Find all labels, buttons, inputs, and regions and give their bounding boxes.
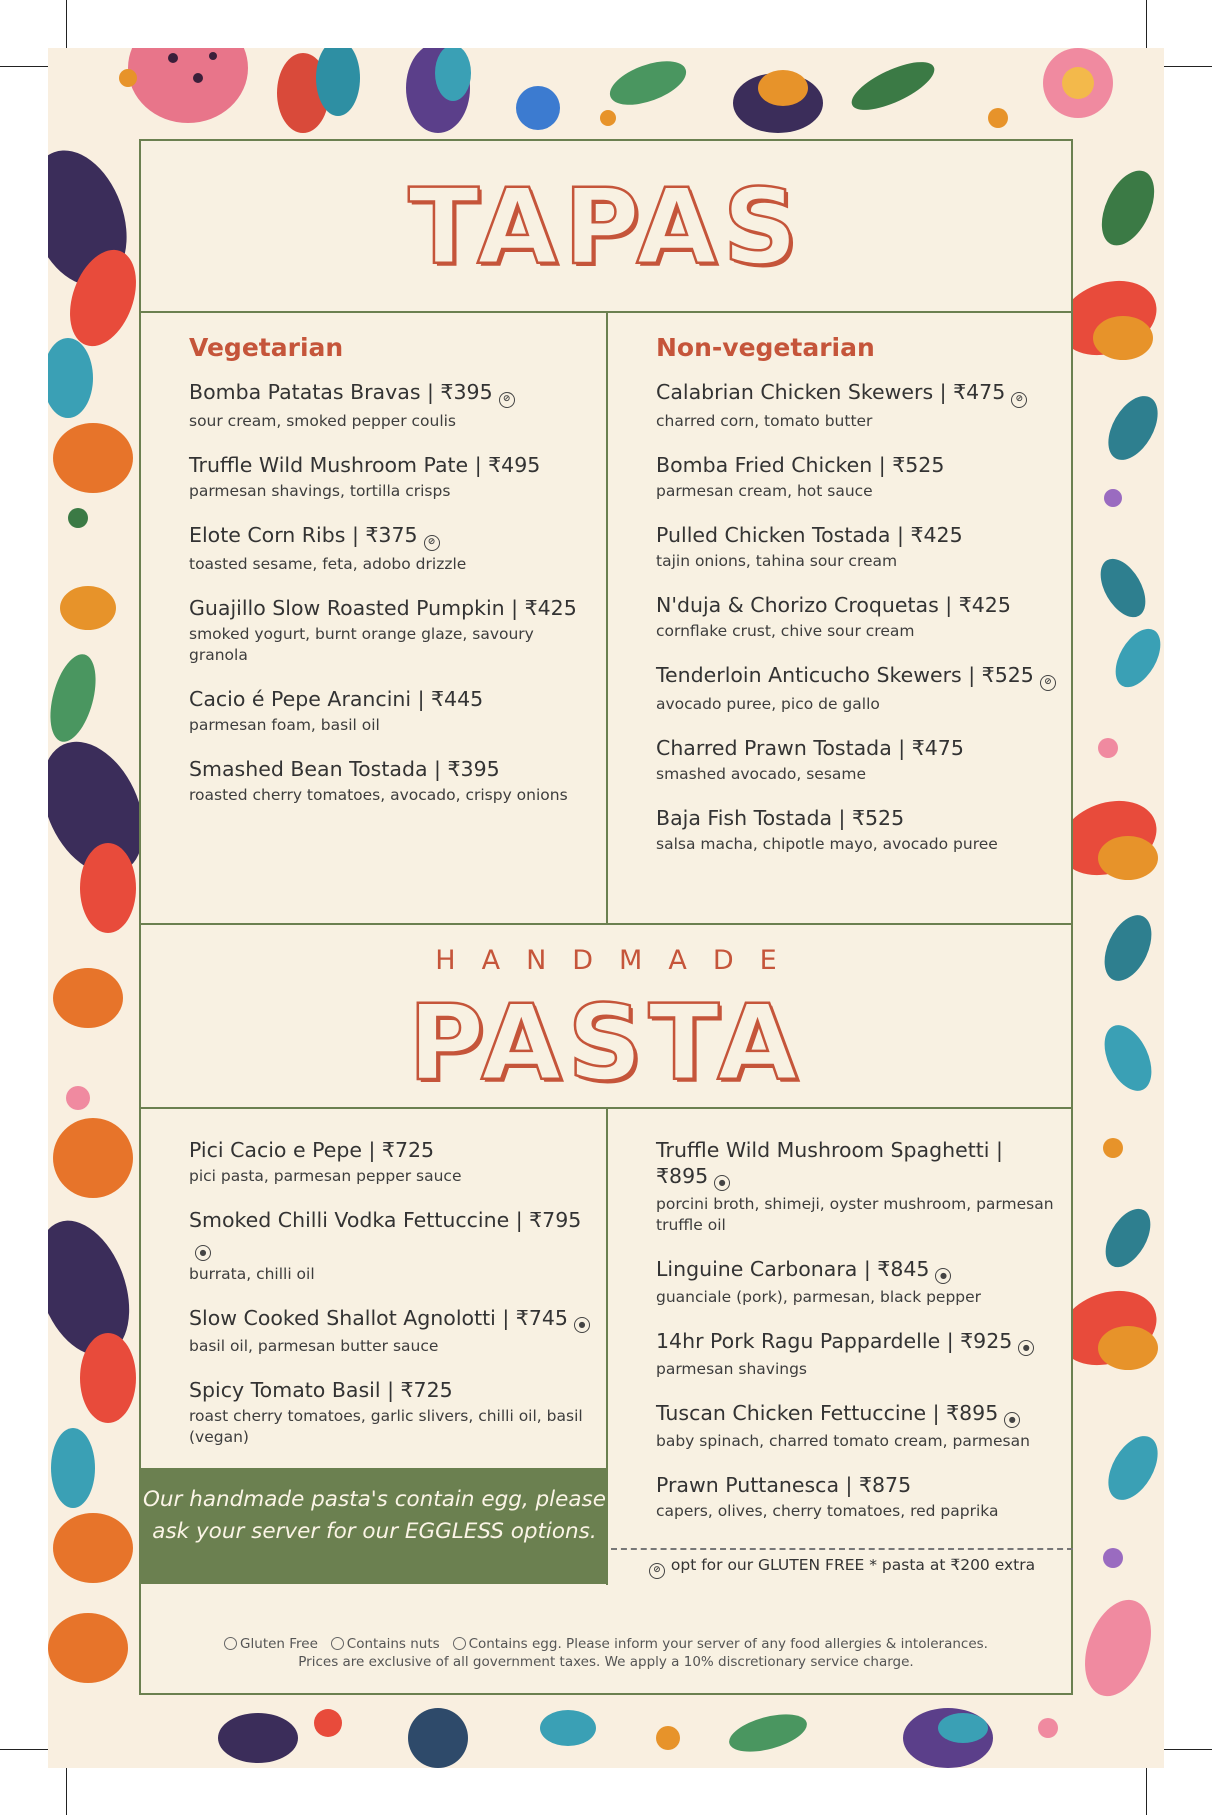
contains-egg-icon: ● [714, 1175, 730, 1191]
menu-item [656, 805, 1061, 855]
menu-item-name [189, 1207, 594, 1261]
menu-item-name [656, 592, 1061, 618]
menu-item [656, 1137, 1061, 1236]
divider [606, 311, 608, 923]
menu-item-name-text: Truffle Wild Mushroom Spaghetti | ₹895 [656, 1138, 1003, 1188]
menu-item-name [656, 522, 1061, 548]
tapas-title: TAPAS [408, 166, 804, 288]
menu-item [656, 1328, 1061, 1380]
vegetarian-section [189, 333, 594, 826]
menu-item-name-text: N'duja & Chorizo Croquetas | ₹425 [656, 593, 1011, 617]
menu-item-name-text: Smashed Bean Tostada | ₹395 [189, 757, 500, 781]
menu-item-name-text: Tenderloin Anticucho Skewers | ₹525 [656, 663, 1034, 687]
menu-item [656, 592, 1061, 642]
menu-item [189, 756, 594, 806]
menu-item-name-text: Baja Fish Tostada | ₹525 [656, 806, 905, 830]
menu-item-name [189, 379, 594, 408]
legend-egg: Contains egg. [468, 1636, 562, 1652]
menu-item-name [189, 756, 594, 782]
menu-item-description: parmesan foam, basil oil [189, 716, 380, 734]
menu-item-description: basil oil, parmesan butter sauce [189, 1337, 439, 1355]
gluten-free-icon: ⊘ [1040, 675, 1056, 691]
pasta-left-column [189, 1137, 594, 1468]
menu-item-name [656, 1256, 1061, 1284]
menu-item [656, 1256, 1061, 1308]
menu-item-name-text: Charred Prawn Tostada | ₹475 [656, 736, 964, 760]
menu-item-name-text: Linguine Carbonara | ₹845 [656, 1257, 930, 1281]
menu-item-name-text: Prawn Puttanesca | ₹875 [656, 1473, 912, 1497]
menu-item [656, 1472, 1061, 1522]
menu-item-description: smoked yogurt, burnt orange glaze, savoury granola [189, 625, 534, 664]
contains-egg-icon: ● [1018, 1340, 1034, 1356]
menu-item-name-text: Spicy Tomato Basil | ₹725 [189, 1378, 453, 1402]
nuts-icon [331, 1637, 344, 1650]
crop-mark [1164, 1749, 1212, 1750]
gluten-free-icon [224, 1637, 237, 1650]
menu-item-description: pici pasta, parmesan pepper sauce [189, 1167, 462, 1185]
menu-item-description: toasted sesame, feta, adobo drizzle [189, 555, 467, 573]
menu-item-description: guanciale (pork), parmesan, black pepper [656, 1288, 982, 1306]
pasta-title: PASTA [408, 982, 804, 1104]
crop-mark [1146, 1767, 1147, 1815]
menu-item-description: sour cream, smoked pepper coulis [189, 412, 457, 430]
menu-item-description: parmesan shavings, tortilla crisps [189, 482, 451, 500]
menu-item-name-text: Pulled Chicken Tostada | ₹425 [656, 523, 963, 547]
tax-note: Prices are exclusive of all government taxes. We apply a 10% discretionary service charge. [298, 1654, 914, 1670]
vegetarian-heading: Vegetarian [189, 333, 344, 362]
legend-gluten-free: Gluten Free [240, 1636, 318, 1652]
menu-item-description: burrata, chilli oil [189, 1265, 315, 1283]
gluten-free-note [611, 1548, 1073, 1584]
non-vegetarian-section [656, 333, 1061, 875]
menu-item-name [656, 379, 1061, 408]
menu-item-description: baby spinach, charred tomato cream, parmesan [656, 1432, 1030, 1450]
menu-item-name-text: Smoked Chilli Vodka Fettuccine | ₹795 [189, 1208, 582, 1232]
contains-egg-icon: ● [935, 1268, 951, 1284]
gluten-free-icon: ⊘ [424, 535, 440, 551]
menu-item [189, 1377, 594, 1448]
footer [141, 1635, 1071, 1671]
menu-item-name [189, 1137, 594, 1163]
menu-item-description: porcini broth, shimeji, oyster mushroom, parmesan truffle oil [656, 1195, 1054, 1234]
divider [141, 923, 1071, 925]
menu-item [189, 686, 594, 736]
crop-mark [1164, 66, 1212, 67]
menu-item-description: avocado puree, pico de gallo [656, 695, 880, 713]
menu-item-name [189, 686, 594, 712]
egg-icon [453, 1637, 466, 1650]
menu-item [189, 1305, 594, 1357]
menu-item-name [189, 1377, 594, 1403]
menu-item-name [656, 805, 1061, 831]
menu-item-description: roasted cherry tomatoes, avocado, crispy onions [189, 786, 568, 804]
menu-item [189, 452, 594, 502]
menu-item [656, 522, 1061, 572]
contains-egg-icon: ● [195, 1245, 211, 1261]
menu-item-name [189, 1305, 594, 1333]
menu-item-name [656, 1400, 1061, 1428]
menu-item-description: parmesan shavings [656, 1360, 808, 1378]
menu-item [189, 595, 594, 666]
menu-item-description: capers, olives, cherry tomatoes, red paprika [656, 1502, 999, 1520]
gluten-free-icon: ⊘ [649, 1563, 665, 1579]
non-vegetarian-heading: Non-vegetarian [656, 333, 875, 362]
menu-item-name-text: Guajillo Slow Roasted Pumpkin | ₹425 [189, 596, 577, 620]
menu-item-description: salsa macha, chipotle mayo, avocado puree [656, 835, 998, 853]
menu-item-description: cornflake crust, chive sour cream [656, 622, 915, 640]
menu-item [656, 1400, 1061, 1452]
menu-item-description: tajin onions, tahina sour cream [656, 552, 898, 570]
menu-card [139, 139, 1073, 1695]
menu-item [189, 1137, 594, 1187]
crop-mark [0, 1749, 48, 1750]
menu-item [656, 452, 1061, 502]
menu-item-name [656, 1137, 1061, 1191]
menu-item-name [656, 1472, 1061, 1498]
crop-mark [1146, 0, 1147, 48]
menu-item-name-text: Bomba Fried Chicken | ₹525 [656, 453, 945, 477]
menu-item-name-text: Cacio é Pepe Arancini | ₹445 [189, 687, 484, 711]
menu-item [656, 735, 1061, 785]
menu-item-name [189, 452, 594, 478]
crop-mark [0, 66, 48, 67]
egg-notice: Our handmade pasta's contain egg, please ask your server for our EGGLESS options. [141, 1468, 608, 1584]
menu-item-name-text: Bomba Patatas Bravas | ₹395 [189, 380, 493, 404]
menu-item [656, 379, 1061, 432]
menu-item [189, 379, 594, 432]
menu-item-name [656, 662, 1061, 691]
pasta-right-column [656, 1137, 1061, 1542]
menu-item-name-text: Truffle Wild Mushroom Pate | ₹495 [189, 453, 541, 477]
handmade-subtitle: HANDMADE [435, 945, 803, 976]
allergy-note: Please inform your server of any food allergies & intolerances. [566, 1636, 988, 1652]
menu-item-name-text: Calabrian Chicken Skewers | ₹475 [656, 380, 1006, 404]
menu-item [189, 522, 594, 575]
gluten-free-icon: ⊘ [1011, 392, 1027, 408]
menu-item-name-text: Pici Cacio e Pepe | ₹725 [189, 1138, 435, 1162]
menu-item [189, 1207, 594, 1285]
contains-egg-icon: ● [1004, 1412, 1020, 1428]
menu-item-name [656, 452, 1061, 478]
legend-line [141, 1635, 1071, 1653]
menu-item-description: smashed avocado, sesame [656, 765, 867, 783]
crop-mark [66, 0, 67, 48]
legend-nuts: Contains nuts [346, 1636, 440, 1652]
contains-egg-icon: ● [574, 1317, 590, 1333]
menu-item-name [189, 595, 594, 621]
crop-mark [66, 1767, 67, 1815]
menu-item-name-text: Slow Cooked Shallot Agnolotti | ₹745 [189, 1306, 568, 1330]
menu-item-name-text: Tuscan Chicken Fettuccine | ₹895 [656, 1401, 999, 1425]
menu-item-description: roast cherry tomatoes, garlic slivers, chilli oil, basil (vegan) [189, 1407, 583, 1446]
menu-item-description: charred corn, tomato butter [656, 412, 873, 430]
gluten-free-note-text: opt for our GLUTEN FREE * pasta at ₹200 extra [670, 1556, 1036, 1574]
gluten-free-icon: ⊘ [499, 392, 515, 408]
menu-item-name [656, 1328, 1061, 1356]
menu-item-name-text: 14hr Pork Ragu Pappardelle | ₹925 [656, 1329, 1013, 1353]
menu-item-name [189, 522, 594, 551]
menu-item-name [656, 735, 1061, 761]
menu-item [656, 662, 1061, 715]
menu-item-description: parmesan cream, hot sauce [656, 482, 873, 500]
menu-item-name-text: Elote Corn Ribs | ₹375 [189, 523, 418, 547]
